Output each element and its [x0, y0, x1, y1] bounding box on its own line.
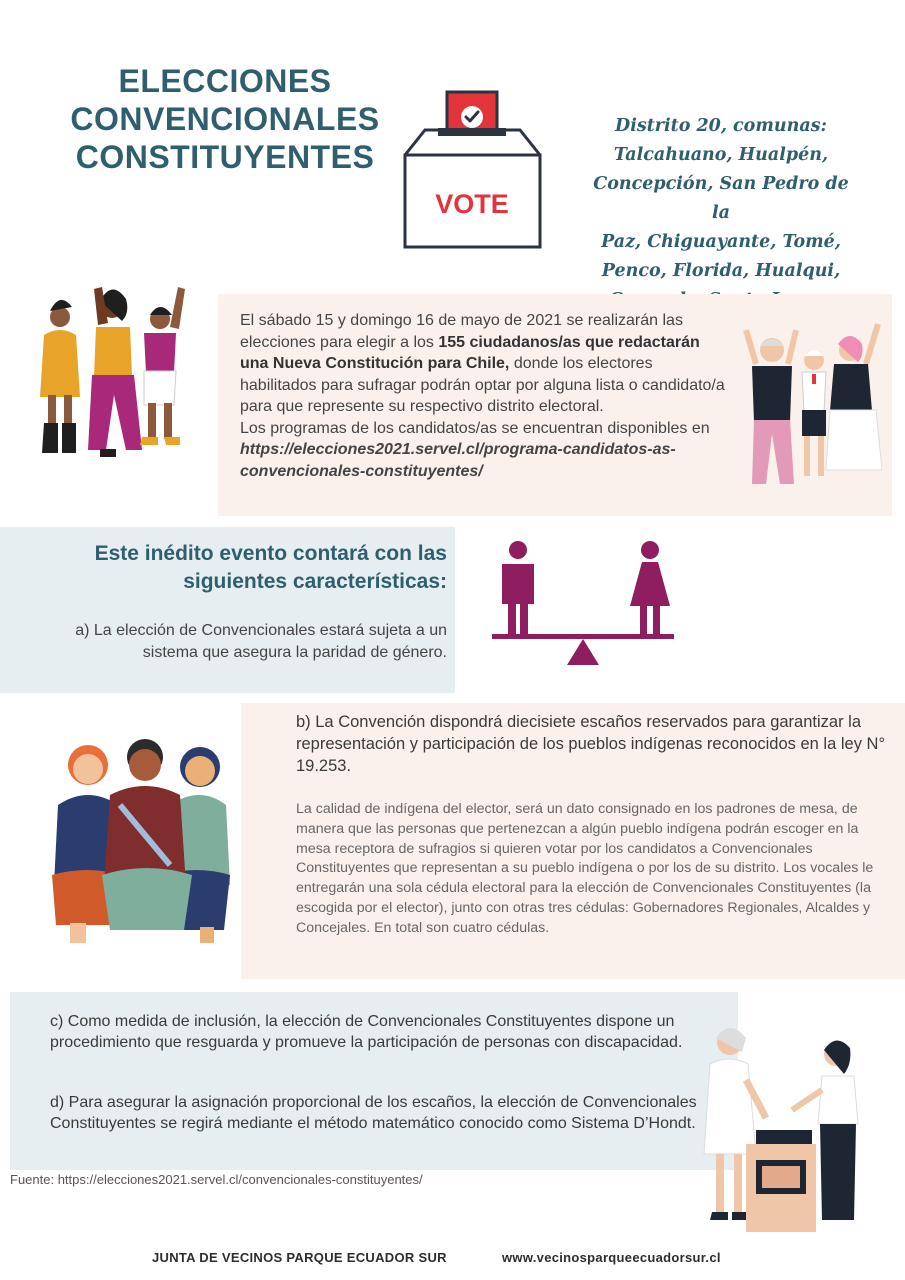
district-line: Paz, Chiguayante, Tomé,	[601, 232, 841, 252]
ballot-vote-label: VOTE	[435, 189, 509, 219]
intro-paragraph	[240, 310, 730, 482]
feature-b-detail: La calidad de indígena del elector, será un dato consignado en los padrones de mesa, de manera que las personas que pertenezcan a algún pueblo indígena podrán escoger en la mesa receptora de sufragios si quieren votar por los candidatos a Convencionales Constituyentes que representan a su pueblo indígena o por los de su distrito. Los vocales le entregarán una sola cédula electoral para la elección de Convencionales Constituyentes (la escogida por el elector), junto con otras tres cédulas: Gobernadores Regionales, Alcaldes y Concejales. En total son cuatro cédulas.	[296, 801, 874, 936]
title-line-3: CONSTITUYENTES	[75, 139, 375, 175]
footer-organization: JUNTA DE VECINOS PARQUE ECUADOR SUR	[152, 1250, 447, 1265]
district-line: Concepción, San Pedro de la	[593, 174, 849, 223]
feature-a-line: a) La elección de Convencionales estará sujeta a un	[75, 622, 447, 639]
feature-a	[10, 620, 447, 664]
district-line: Talcahuano, Hualpén,	[613, 145, 829, 165]
feature-a-line: sistema que asegura la paridad de género.	[142, 644, 447, 661]
intro-text: El sábado 15 y domingo 16 de mayo de 2021 se realizarán las elecciones para elegir a los	[240, 312, 683, 351]
intro-highlight: 155 ciudadanos/as que redactarán una Nueva Constitución para Chile,	[240, 333, 700, 372]
elderly-voters-illustration	[742, 320, 882, 490]
district-line: Distrito 20, comunas:	[615, 116, 827, 136]
heading-line: Este inédito evento contará con las	[94, 542, 447, 565]
title-line-2: CONVENCIONALES	[70, 101, 380, 137]
feature-b: b) La Convención dispondrá diecisiete escaños reservados para garantizar la representación y participación de los pueblos indígenas reconocidos en la ley N° 19.253.	[296, 713, 886, 775]
ballot-box-icon	[400, 90, 545, 250]
voting-people-illustration	[700, 1020, 870, 1232]
footer-website-link[interactable]: www.vecinosparqueecuadorsur.cl	[502, 1250, 721, 1265]
title-line-1: ELECCIONES	[118, 63, 332, 99]
page-title	[40, 62, 410, 176]
gender-balance-icon	[490, 538, 675, 668]
intro-text: donde los electores habilitados para sufragar podrán optar por alguna lista o candidato/a para que represente su respectivo distrito electoral.	[240, 355, 725, 415]
feature-d: d) Para asegurar la asignación proporcional de los escaños, la elección de Convencionales Constituyentes se regirá mediante el método matemático conocido como Sistema D’Hondt.	[50, 1094, 697, 1132]
features-heading	[10, 540, 447, 596]
programs-link[interactable]: https://elecciones2021.servel.cl/programa-candidatos-as-convencionales-constituyentes/	[240, 441, 676, 480]
district-line: Penco, Florida, Hualqui,	[601, 261, 841, 281]
heading-line: siguientes características:	[183, 570, 447, 593]
protest-women-illustration	[30, 275, 195, 465]
feature-c: c) Como medida de inclusión, la elección de Convencionales Constituyentes dispone un procedimiento que resguarda y promueve la participación de personas con discapacidad.	[50, 1013, 683, 1051]
intro-programs-text: Los programas de los candidatos/as se encuentran disponibles en	[240, 419, 710, 437]
district-list	[585, 112, 857, 315]
indigenous-women-illustration	[50, 735, 230, 945]
source-citation: Fuente: https://elecciones2021.servel.cl/convencionales-constituyentes/	[10, 1172, 423, 1187]
